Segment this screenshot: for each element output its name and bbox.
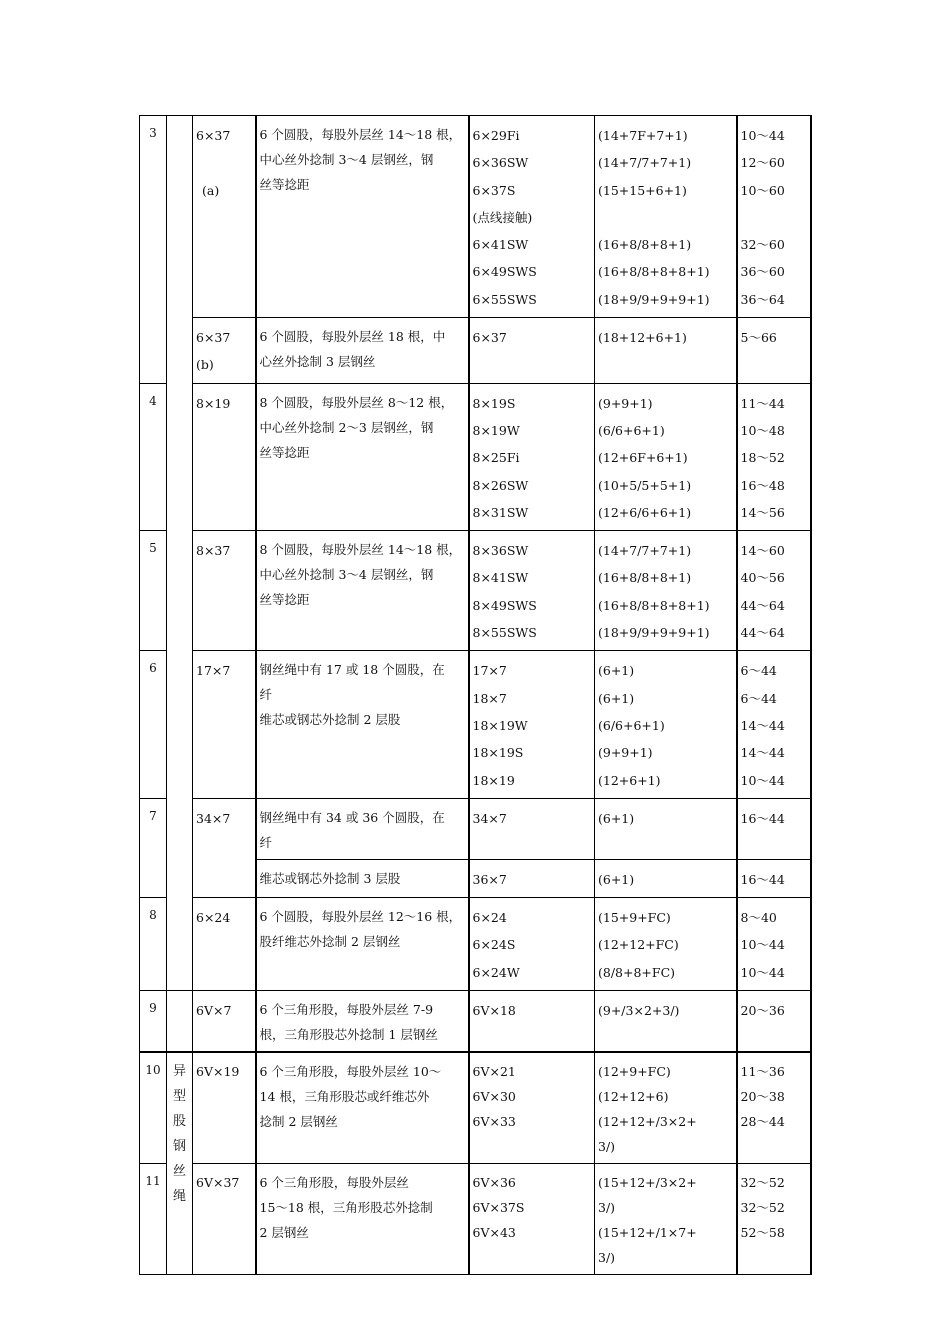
description-line: 中心丝外捻制 3～4 层钢丝，钢	[259, 152, 434, 167]
model-code: 6×55SWS	[472, 291, 537, 307]
diameter-range: 36～60	[740, 264, 785, 280]
diameter-range: 10～44	[740, 937, 785, 953]
description-cell	[256, 383, 469, 530]
model-code: 18×19S	[472, 745, 524, 761]
description-line: 心丝外捻制 3 层钢丝	[259, 354, 376, 370]
model-code: 6×41SW	[472, 237, 529, 253]
table-row	[140, 898, 811, 991]
category-char: 型	[172, 1089, 186, 1105]
formula-cell	[595, 859, 737, 897]
diameter-range-cell	[737, 318, 811, 384]
description-line: 纤	[259, 687, 273, 703]
diameter-range: 11～44	[740, 395, 785, 411]
formula-cell	[595, 116, 737, 318]
formula-text: (6+1)	[598, 871, 635, 887]
diameter-range: 14～44	[740, 745, 785, 761]
description-line: 6 个三角形股，每股外层丝 10～	[259, 1064, 442, 1080]
structure-cell	[193, 116, 256, 318]
description-cell	[256, 898, 469, 991]
model-code: (点线接触)	[472, 209, 533, 225]
diameter-range: 6～44	[740, 663, 777, 679]
model-cell	[469, 651, 595, 798]
diameter-range: 10～48	[740, 422, 785, 438]
model-cell	[469, 531, 595, 651]
description-line: 钢丝绳中有 34 或 36 个圆股，在	[259, 809, 445, 825]
structure-code: 34×7	[196, 810, 231, 826]
model-code: 8×31SW	[472, 504, 529, 520]
description-line: 维芯或钢芯外捻制 3 层股	[259, 870, 401, 886]
diameter-range: 16～44	[740, 871, 785, 887]
model-code: 6V×33	[472, 1114, 516, 1130]
model-code: 36×7	[472, 871, 507, 887]
description-line: 6 个圆股，每股外层丝 12～16 根，	[259, 909, 462, 925]
formula-text: (14+7/7+7+1)	[598, 543, 692, 559]
diameter-range: 44～64	[740, 625, 785, 641]
formula-text: (10+5/5+5+1)	[598, 477, 692, 493]
description-cell	[256, 531, 469, 651]
formula-text: (16+8/8+8+1)	[598, 570, 692, 586]
row-number: 4	[140, 383, 167, 530]
table-row	[140, 651, 811, 798]
formula-text: (14+7F+7+1)	[598, 128, 688, 143]
structure-code: 6×24	[196, 910, 231, 926]
structure-cell	[193, 318, 256, 384]
description-line: 股纤维芯外捻制 2 层钢丝	[259, 934, 401, 950]
row-number: 9	[140, 991, 167, 1053]
formula-text	[598, 204, 733, 231]
formula-text: (12+6+1)	[598, 772, 661, 788]
description-cell	[256, 651, 469, 798]
diameter-range: 32～52	[740, 1175, 785, 1191]
description-cell	[256, 1164, 469, 1275]
model-code: 6×29Fi	[472, 128, 520, 143]
model-code: 6V×43	[472, 1225, 516, 1241]
model-code: 8×41SW	[472, 570, 529, 586]
structure-code: 8×37	[196, 543, 231, 559]
formula-text: (6/6+6+1)	[598, 422, 665, 438]
category-char: 股	[172, 1114, 186, 1130]
formula-cell	[595, 1052, 737, 1164]
description-cell	[256, 991, 469, 1053]
diameter-range-cell	[737, 898, 811, 991]
diameter-range: 8～40	[740, 910, 777, 926]
category-cell-round-strand	[167, 116, 193, 991]
diameter-range: 14～60	[740, 543, 785, 559]
table-row	[140, 991, 811, 1053]
diameter-range: 10～44	[740, 964, 785, 980]
formula-text: (16+8/8+8+8+1)	[598, 597, 710, 613]
structure-code: 6V×37	[196, 1175, 240, 1191]
diameter-range: 10～44	[740, 772, 785, 788]
row-number: 8	[140, 898, 167, 991]
formula-cell	[595, 898, 737, 991]
formula-text: (6/6+6+1)	[598, 717, 665, 733]
model-code: 8×55SWS	[472, 625, 537, 641]
formula-text: (12+12+/3×2+	[598, 1114, 697, 1130]
structure-cell	[193, 991, 256, 1053]
description-line: 钢丝绳中有 17 或 18 个圆股，在	[259, 662, 445, 678]
formula-text: (15+12+/1×7+	[598, 1225, 697, 1241]
category-char: 异	[172, 1064, 186, 1080]
row-number: 10	[140, 1052, 167, 1164]
model-code: 18×7	[472, 690, 507, 706]
description-line: 中心丝外捻制 2～3 层钢丝，钢	[259, 419, 434, 435]
formula-cell	[595, 531, 737, 651]
description-line: 8 个圆股，每股外层丝 8～12 根，	[259, 394, 454, 410]
formula-text: (12+6/6+6+1)	[598, 504, 692, 520]
diameter-range: 52～58	[740, 1225, 785, 1241]
formula-text: (8/8+8+FC)	[598, 964, 676, 980]
diameter-range: 14～44	[740, 717, 785, 733]
formula-text: (9+9+1)	[598, 395, 653, 411]
structure-code: 6×37	[196, 128, 231, 143]
formula-text: (12+12+6)	[598, 1089, 669, 1105]
diameter-range	[741, 204, 807, 231]
table-row	[140, 383, 811, 530]
model-cell	[469, 859, 595, 897]
diameter-range: 44～64	[740, 597, 785, 613]
structure-variant: (b)	[196, 357, 214, 373]
table-row	[140, 1052, 811, 1164]
formula-text: (6+1)	[598, 690, 635, 706]
formula-text: (14+7/7+7+1)	[598, 155, 692, 171]
model-cell	[469, 1164, 595, 1275]
description-line: 维芯或钢芯外捻制 2 层股	[259, 712, 401, 728]
description-cell	[256, 1052, 469, 1164]
diameter-range: 10～60	[740, 182, 785, 198]
model-code: 6×37S	[472, 182, 516, 198]
model-code: 6V×37S	[472, 1200, 525, 1216]
description-line: 15～18 根，三角形股芯外捻制	[259, 1200, 433, 1216]
model-code: 6×36SW	[472, 155, 529, 171]
model-code: 6V×30	[472, 1089, 516, 1105]
formula-text: 3/)	[598, 1139, 616, 1155]
model-code: 18×19W	[472, 717, 528, 733]
diameter-range-cell	[737, 1052, 811, 1164]
description-line: 6 个三角形股，每股外层丝 7-9	[259, 1002, 434, 1018]
structure-cell	[193, 1164, 256, 1275]
category-char: 丝	[172, 1164, 186, 1180]
diameter-range: 16～44	[740, 810, 785, 826]
structure-cell	[193, 531, 256, 651]
model-code: 6V×18	[472, 1003, 516, 1019]
model-code: 18×19	[472, 772, 515, 788]
diameter-range: 28～44	[740, 1114, 785, 1130]
description-line: 14 根，三角形股芯或纤维芯外	[259, 1089, 430, 1105]
category-char: 钢	[172, 1139, 186, 1155]
formula-cell	[595, 651, 737, 798]
model-cell	[469, 1052, 595, 1164]
formula-text: 3/)	[598, 1250, 616, 1266]
table-row	[140, 318, 811, 384]
structure-code: 17×7	[196, 663, 231, 679]
model-cell	[469, 898, 595, 991]
structure-code: 6V×19	[196, 1064, 240, 1080]
description-line: 纤	[259, 834, 273, 850]
model-code: 6V×36	[472, 1175, 516, 1191]
diameter-range-cell	[737, 651, 811, 798]
table-row	[140, 116, 811, 318]
description-line: 丝等捻距	[259, 444, 310, 460]
formula-cell	[595, 991, 737, 1053]
formula-text: 3/)	[598, 1200, 616, 1216]
model-code: 8×25Fi	[472, 450, 520, 466]
model-code: 6V×21	[472, 1064, 516, 1080]
formula-text: (15+15+6+1)	[598, 182, 687, 198]
formula-cell	[595, 318, 737, 384]
model-cell	[469, 991, 595, 1053]
table-row	[140, 1164, 811, 1275]
description-cell	[256, 318, 469, 384]
formula-text: (9+9+1)	[598, 745, 653, 761]
description-line: 捻制 2 层钢丝	[259, 1114, 338, 1130]
structure-code: 8×19	[196, 395, 231, 411]
wire-rope-spec-table	[139, 115, 812, 1275]
formula-cell	[595, 1164, 737, 1275]
diameter-range-cell	[737, 383, 811, 530]
diameter-range-cell	[737, 531, 811, 651]
description-line: 丝等捻距	[259, 592, 310, 608]
model-cell	[469, 116, 595, 318]
formula-text: (6+1)	[598, 810, 635, 826]
formula-text: (9+/3×2+3/)	[598, 1003, 680, 1019]
diameter-range: 16～48	[740, 477, 785, 493]
structure-code: 6V×7	[196, 1003, 232, 1019]
category-char: 绳	[172, 1189, 186, 1205]
diameter-range: 5～66	[740, 330, 777, 346]
description-line: 8 个圆股，每股外层丝 14～18 根，	[259, 542, 462, 558]
diameter-range-cell	[737, 991, 811, 1053]
diameter-range: 40～56	[740, 570, 785, 586]
diameter-range: 32～52	[740, 1200, 785, 1216]
formula-text: (12+9+FC)	[598, 1064, 671, 1080]
formula-text: (18+9/9+9+9+1)	[598, 625, 710, 641]
diameter-range: 11～36	[740, 1064, 785, 1080]
structure-cell	[193, 898, 256, 991]
structure-variant: (a)	[202, 182, 220, 198]
model-code: 8×19W	[472, 422, 520, 438]
model-code: 8×36SW	[472, 543, 529, 559]
formula-text: (18+12+6+1)	[598, 330, 687, 346]
model-code: 6×37	[472, 330, 507, 346]
diameter-range: 18～52	[740, 450, 785, 466]
formula-cell	[595, 383, 737, 530]
table-row	[140, 531, 811, 651]
model-cell	[469, 383, 595, 530]
diameter-range: 36～64	[740, 291, 785, 307]
model-cell	[469, 318, 595, 384]
model-code: 6×24W	[472, 964, 520, 980]
model-code: 6×24	[472, 910, 507, 926]
description-line: 6 个圆股，每股外层丝 18 根，中	[259, 329, 446, 345]
formula-text: (15+12+/3×2+	[598, 1175, 697, 1191]
model-code: 34×7	[472, 810, 507, 826]
structure-cell	[193, 383, 256, 530]
structure-cell	[193, 1052, 256, 1164]
description-line: 6 个三角形股，每股外层丝	[259, 1175, 409, 1191]
model-code: 6×24S	[472, 937, 516, 953]
description-cell	[256, 859, 469, 897]
table-row	[140, 798, 811, 859]
diameter-range-cell	[737, 798, 811, 859]
diameter-range: 20～36	[740, 1003, 785, 1019]
formula-text: (16+8/8+8+1)	[598, 237, 692, 253]
diameter-range-cell	[737, 116, 811, 318]
row-number: 3	[140, 116, 167, 384]
model-code: 8×26SW	[472, 477, 529, 493]
table-body	[140, 116, 811, 1275]
diameter-range-cell	[737, 859, 811, 897]
structure-code: 6×37	[196, 330, 231, 346]
model-code: 6×49SWS	[472, 264, 537, 280]
formula-cell	[595, 798, 737, 859]
formula-text: (16+8/8+8+8+1)	[598, 264, 710, 280]
diameter-range: 10～44	[740, 128, 785, 143]
formula-text: (18+9/9+9+9+1)	[598, 291, 710, 307]
model-code: 8×19S	[472, 395, 516, 411]
formula-text: (15+9+FC)	[598, 910, 671, 926]
description-cell	[256, 116, 469, 318]
row-number: 6	[140, 651, 167, 798]
category-cell-blank	[167, 991, 193, 1053]
diameter-range: 14～56	[740, 504, 785, 520]
description-line: 6 个圆股，每股外层丝 14～18 根，	[259, 127, 462, 142]
diameter-range-cell	[737, 1164, 811, 1275]
formula-text: (12+12+FC)	[598, 937, 679, 953]
structure-cell	[193, 798, 256, 897]
category-cell-shaped-strand	[167, 1052, 193, 1275]
formula-text: (12+6F+6+1)	[598, 450, 688, 466]
model-cell	[469, 798, 595, 859]
formula-text: (6+1)	[598, 663, 635, 679]
row-number: 5	[140, 531, 167, 651]
description-line: 根，三角形股芯外捻制 1 层钢丝	[259, 1027, 438, 1043]
model-code: 17×7	[472, 663, 507, 679]
diameter-range: 32～60	[740, 237, 785, 253]
description-line: 2 层钢丝	[259, 1225, 309, 1241]
description-line: 丝等捻距	[259, 177, 310, 192]
description-line: 中心丝外捻制 3～4 层钢丝，钢	[259, 567, 434, 583]
diameter-range: 6～44	[740, 690, 777, 706]
row-number: 11	[140, 1164, 167, 1275]
description-cell	[256, 798, 469, 859]
model-code: 8×49SWS	[472, 597, 537, 613]
structure-cell	[193, 651, 256, 798]
diameter-range: 12～60	[740, 155, 785, 171]
row-number: 7	[140, 798, 167, 897]
diameter-range: 20～38	[740, 1089, 785, 1105]
